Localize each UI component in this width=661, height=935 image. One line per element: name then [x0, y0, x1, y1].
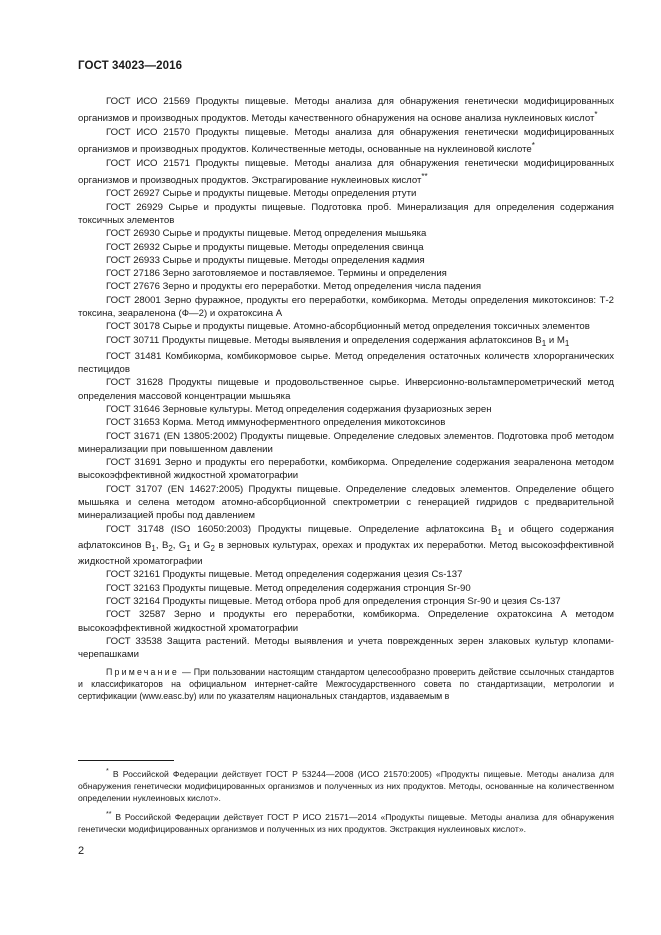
- reference-entry: ГОСТ 26927 Сырье и продукты пищевые. Методы определения ртути: [106, 188, 417, 200]
- footnote-marker: *: [531, 141, 535, 151]
- reference-entry: ГОСТ 31691 Зерно и продукты его переработки, комбикорма. Определение содержания зеараленона методом высокоэффективной жидкостной хроматографии: [78, 457, 614, 482]
- page-number: 2: [78, 845, 85, 857]
- reference-entry: ГОСТ 31653 Корма. Метод иммуноферментного определения микотоксинов: [106, 417, 446, 429]
- reference-entry: ГОСТ ИСО 21569 Продукты пищевые. Методы анализа для обнаружения генетически модифицированных организмов и производных продуктов. Методы качественного обнаружения на основе анализа нуклеиновых кислот*: [78, 96, 614, 125]
- reference-entry: ГОСТ 32161 Продукты пищевые. Метод определения содержания цезия Cs-137: [106, 569, 463, 581]
- footnote-divider: [78, 760, 174, 761]
- reference-entry: ГОСТ 30178 Сырье и продукты пищевые. Атомно-абсорбционный метод определения токсичных элементов: [106, 321, 590, 333]
- reference-entry: ГОСТ 32164 Продукты пищевые. Метод отбора проб для определения стронция Sr-90 и цезия Cs-137: [106, 595, 561, 607]
- footnotes: [78, 765, 614, 839]
- references-list: [78, 95, 614, 702]
- footnote-marker: *: [594, 110, 598, 120]
- footnote-marker: **: [421, 171, 428, 181]
- reference-entry: ГОСТ 26930 Сырье и продукты пищевые. Метод определения мышьяка: [106, 228, 427, 240]
- reference-entry: ГОСТ 28001 Зерно фуражное, продукты его переработки, комбикорма. Методы определения микотоксинов: Т-2 токсина, зеараленона (Ф—2) и охратоксина А: [78, 294, 614, 320]
- reference-entry-30711: ГОСТ 30711 Продукты пищевые. Методы выявления и определения содержания афлатоксинов $В_1$ и $М_1$: [106, 334, 570, 348]
- reference-entry: ГОСТ 26929 Сырье и продукты пищевые. Подготовка проб. Минерализация для определения содержания токсичных элементов: [78, 201, 614, 226]
- footnote-2: ** В Российской Федерации действует ГОСТ Р ИСО 21571—2014 «Продукты пищевые. Методы анализа для обнаружения генетически модифицированных организмов и полученных из них продуктов. Экстракция нуклеиновых кислот».: [78, 809, 614, 834]
- footnote-1: * В Российской Федерации действует ГОСТ Р 53244—2008 (ИСО 21570:2005) «Продукты пищевые. Методы анализа для обнаружения генетически модифицированных организмов и полученных из них продуктов. Методы, основанные на количественном определении нуклеиновых кислот».: [78, 767, 614, 803]
- note-paragraph: [78, 666, 614, 702]
- reference-entry: ГОСТ 27676 Зерно и продукты его переработки. Метод определения числа падения: [106, 281, 482, 293]
- reference-entry: ГОСТ 26933 Сырье и продукты пищевые. Методы определения кадмия: [106, 254, 425, 266]
- reference-group-2: [78, 350, 614, 523]
- reference-entry: ГОСТ 31707 (EN 14627:2005) Продукты пищевые. Определение следовых элементов. Определение общего мышьяка и селена методом атомно-абсорбционной спектрометрии с генерацией гидридов с предварительной минерализацией пробы под давлением: [78, 483, 614, 522]
- reference-group-1: [78, 95, 614, 334]
- reference-entry: ГОСТ 31481 Комбикорма, комбикормовое сырье. Метод определения остаточных количеств хлорорганических пестицидов: [78, 350, 614, 376]
- reference-entry: ГОСТ ИСО 21571 Продукты пищевые. Методы анализа для обнаружения генетически модифицированных организмов и производных продуктов. Экстрагирование нуклеиновых кислот**: [78, 157, 614, 187]
- reference-entry: ГОСТ 31671 (EN 13805:2002) Продукты пищевые. Определение следовых элементов. Подготовка проб методом минерализации при повышенном давлении: [78, 430, 614, 455]
- reference-entry: ГОСТ 32163 Продукты пищевые. Метод определения содержания стронция Sr-90: [106, 582, 471, 594]
- reference-entry: ГОСТ ИСО 21570 Продукты пищевые. Методы анализа для обнаружения генетически модифицированных организмов и производных продуктов. Количественные методы, основанные на нуклеиновой кислоте*: [78, 126, 614, 156]
- reference-entry: ГОСТ 26932 Сырье и продукты пищевые. Методы определения свинца: [106, 241, 424, 253]
- reference-entry-31748: ГОСТ 31748 (ISO 16050:2003) Продукты пищевые. Определение афлатоксина $В_1$ и общего содержания афлатоксинов $В_1$, $В_2$, $G_1$ и $G_2$ в зерновых культурах, орехах и продуктах их переработки. Метод высокоэффективной жидкостной хроматографии: [78, 523, 614, 568]
- reference-entry: ГОСТ 33538 Защита растений. Методы выявления и учета поврежденных зерен злаковых культур клопами-черепашками: [78, 635, 614, 661]
- reference-group-3: [78, 568, 614, 661]
- reference-entry: ГОСТ 31628 Продукты пищевые и продовольственное сырье. Инверсионно-вольтамперометрический метод определения массовой концентрации мышьяка: [78, 377, 614, 402]
- note-label: Примечание: [106, 667, 179, 678]
- reference-entry: ГОСТ 27186 Зерно заготовляемое и поставляемое. Термины и определения: [106, 268, 447, 280]
- reference-entry: ГОСТ 31646 Зерновые культуры. Метод определения содержания фузариозных зерен: [106, 404, 492, 415]
- reference-entry: ГОСТ 32587 Зерно и продукты его переработки, комбикорма. Определение охратоксина А методом высокоэффективной жидкостной хроматографии: [78, 609, 614, 634]
- page-header-title: ГОСТ 34023—2016: [78, 60, 183, 72]
- note-text: — При пользовании настоящим стандартом целесообразно проверить действие ссылочных стандартов и классификаторов на официальном интернет-сайте Межгосударственного совета по стандартизации, метрологии и сертификации (www.easc.by) или по указателям национальных стандартов, издаваемым в: [78, 667, 614, 702]
